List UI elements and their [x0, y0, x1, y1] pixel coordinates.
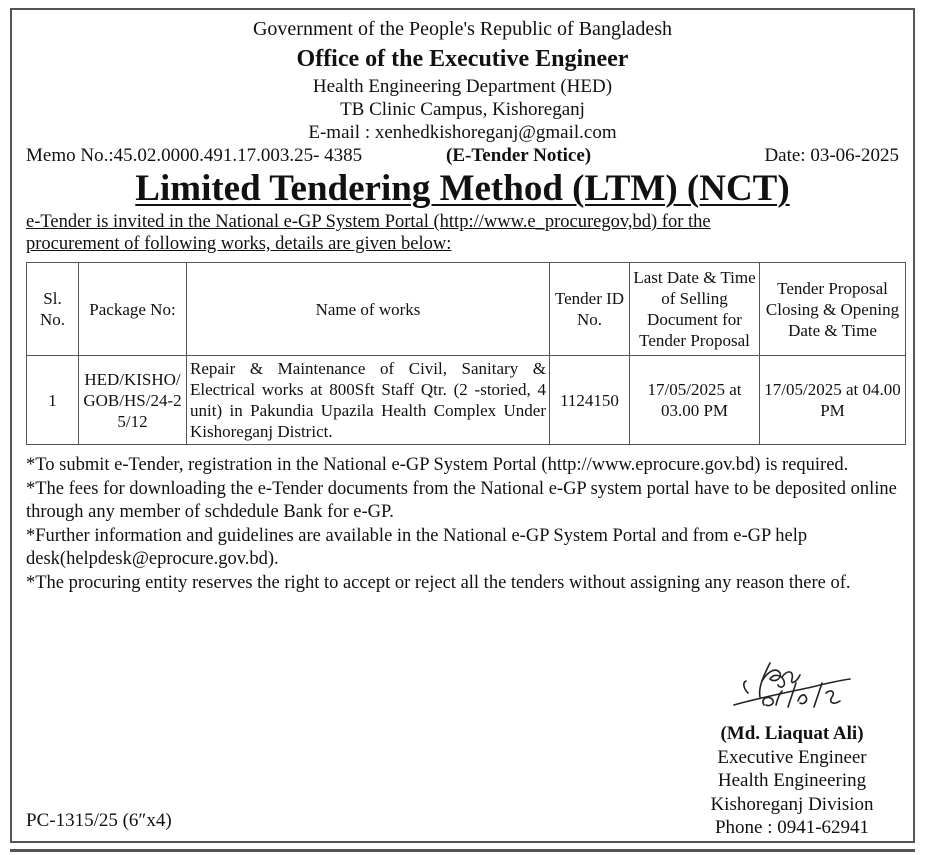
notice-title: Limited Tendering Method (LTM) (NCT): [135, 168, 790, 209]
header-name-of-works: Name of works: [187, 263, 550, 356]
department-line: Health Engineering Department (HED): [312, 76, 613, 97]
notice-type: (E-Tender Notice): [446, 145, 592, 166]
signatory-department: Health Engineering: [717, 770, 867, 791]
signatory-name: (Md. Liaquat Ali): [720, 723, 864, 744]
cell-last-date: 17/05/2025 at 03.00 PM: [630, 356, 760, 445]
intro-line-2: procurement of following works, details are given below:: [26, 234, 452, 254]
cell-name-of-works: Repair & Maintenance of Civil, Sanitary & Electrical works at 800Sft Staff Qtr. (2 -storied, 4 unit) in Pakundia Upazila Health Complex Under Kishoreganj District.: [187, 356, 550, 445]
tender-notice: [10, 8, 915, 843]
government-heading: Government of the People's Republic of Bangladesh: [252, 18, 673, 40]
header-closing-date: Tender Proposal Closing & Opening Date & Time: [760, 263, 906, 356]
signatory-phone: Phone : 0941-62941: [714, 817, 870, 838]
memo-date: Date: 03-06-2025: [764, 145, 899, 166]
signatory-designation: Executive Engineer: [717, 746, 867, 768]
address-line: TB Clinic Campus, Kishoreganj: [340, 99, 585, 120]
cell-package-no: HED/KISHO/GOB/HS/24-25/12: [79, 356, 187, 445]
intro-line-1: e-Tender is invited in the National e-GP System Portal (http://www.e_procuregov,bd) for the: [26, 212, 711, 232]
table-header-row: [27, 263, 906, 356]
header-last-date: Last Date & Time of Selling Document for Tender Proposal: [630, 263, 760, 356]
cell-sl-no: 1: [27, 356, 79, 445]
signature-image: [724, 653, 864, 721]
email-line: E-mail : xenhedkishoreganj@gmail.com: [308, 122, 617, 143]
works-table: [26, 262, 906, 445]
signatory-block: [682, 722, 902, 840]
notes-section: [26, 454, 902, 595]
intro-paragraph: [26, 211, 901, 255]
table-row: [27, 356, 906, 445]
note-item: *To submit e-Tender, registration in the National e-GP System Portal (http://www.eprocure.gov.bd) is required.: [26, 455, 849, 475]
note-item: *Further information and guidelines are available in the National e-GP System Portal and from e-GP help desk(helpdesk@eprocure.gov.bd).: [26, 525, 808, 569]
header-package-no: Package No:: [79, 263, 187, 356]
header-tender-id: Tender ID No.: [550, 263, 630, 356]
cell-closing-date: 17/05/2025 at 04.00 PM: [760, 356, 906, 445]
note-item: *The fees for downloading the e-Tender documents from the National e-GP system portal have to be deposited online through any member of schdedule Bank for e-GP.: [26, 478, 897, 522]
cell-tender-id: 1124150: [550, 356, 630, 445]
bottom-rule: [10, 849, 915, 852]
signatory-division: Kishoreganj Division: [710, 793, 874, 815]
note-item: *The procuring entity reserves the right to accept or reject all the tenders without assigning any reason there of.: [26, 572, 851, 593]
office-heading: Office of the Executive Engineer: [296, 46, 629, 72]
header-sl-no: Sl. No.: [27, 263, 79, 356]
memo-number: Memo No.:45.02.0000.491.17.003.25- 4385: [26, 145, 363, 166]
pc-number: PC-1315/25 (6″x4): [26, 810, 172, 831]
